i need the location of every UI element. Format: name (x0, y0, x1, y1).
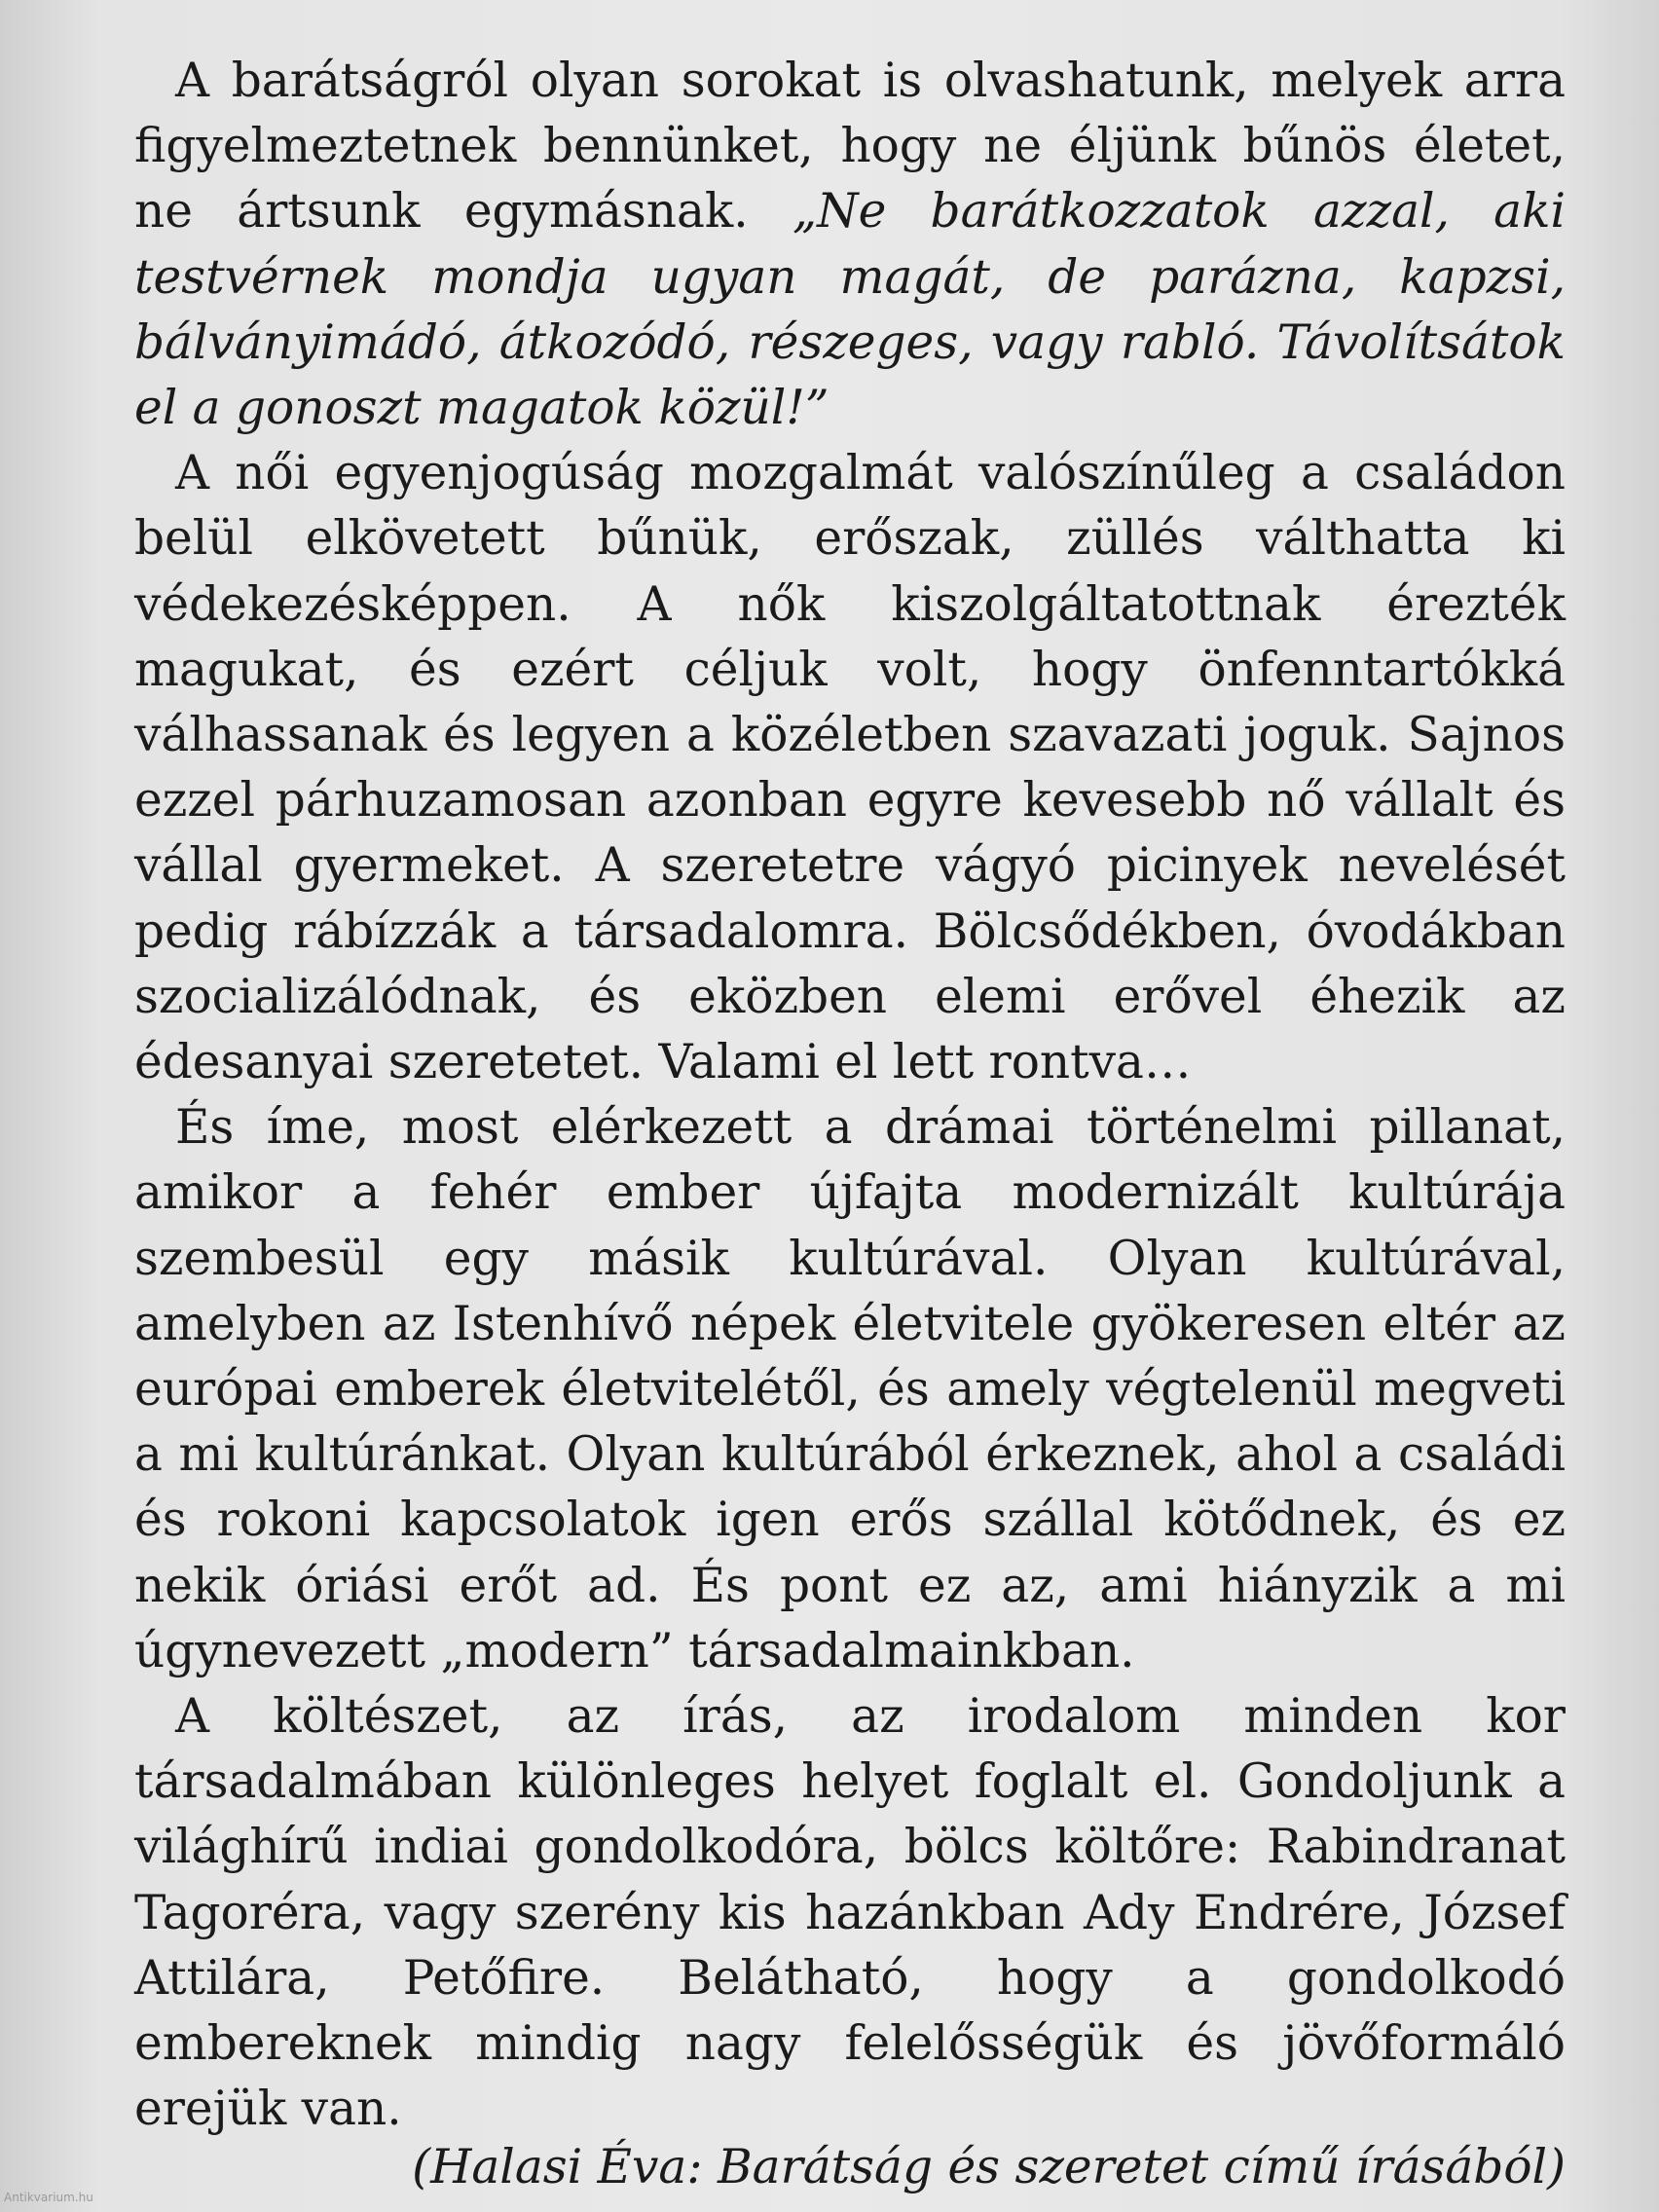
paragraph-4: A költészet, az írás, az irodalom minden kor társadalmában különleges helyet foglalt el. Gondoljunk a világhírű indiai gondolkodóra, bölcs költőre: Rabindranat Tagoréra, vagy szerény kis hazánkban Ady Endrére, József Attilára, Petőfire. Belátható, hogy a gondolkodó embereknek mindig nagy felelősségük és jövőformáló erejük van. (134, 1689, 1566, 2137)
paragraph-1 (134, 49, 1566, 441)
source-attribution: (Halasi Éva: Barátság és szeretet című írásából) (412, 2140, 1566, 2194)
paragraph-1-text: A barátságról olyan sorokat is olvashatunk, melyek arra figyelmeztetnek bennünket, hogy ne éljünk bűnös életet, ne ártsunk egymásnak. (134, 54, 1566, 240)
paragraph-2: A női egyenjogúság mozgalmát valószínűleg a családon belül elkövetett bűnük, erőszak, züllés válthatta ki védekezésképpen. A nők kiszolgáltatottnak érezték magukat, és ezért céljuk volt, hogy önfenntartókká válhassanak és legyen a közéletben szavazati joguk. Sajnos ezzel párhuzamosan azonban egyre kevesebb nő vállalt és vállal gyermeket. A szeretetre vágyó picinyek nevelését pedig rábízzák a társadalomra. Bölcsődékben, óvodákban szocializálódnak, és eközben elemi erővel éhezik az édesanyai szeretetet. Valami el lett rontva… (134, 446, 1566, 1090)
bible-quote: „Ne barátkozzatok azzal, aki testvérnek mondja ugyan magát, de parázna, kapzsi, bálványimádó, átkozódó, részeges, vagy rabló. Távolítsátok el a gonoszt magatok közül!” (134, 184, 1566, 436)
watermark: Antikvarium.hu (4, 2191, 93, 2204)
paragraph-3: És íme, most elérkezett a drámai történelmi pillanat, amikor a fehér ember újfajta modernizált kultúrája szembesül egy másik kultúrával. Olyan kultúrával, amelyben az Istenhívő népek életvitele gyökeresen eltér az európai emberek életvitelétől, és amely végtelenül megveti a mi kultúránkat. Olyan kultúrából érkeznek, ahol a családi és rokoni kapcsolatok igen erős szállal kötődnek, és ez nekik óriási erőt ad. És pont ez az, ami hiányzik a mi úgynevezett „modern” társadalmainkban. (134, 1100, 1566, 1678)
body-text (134, 49, 1566, 2143)
